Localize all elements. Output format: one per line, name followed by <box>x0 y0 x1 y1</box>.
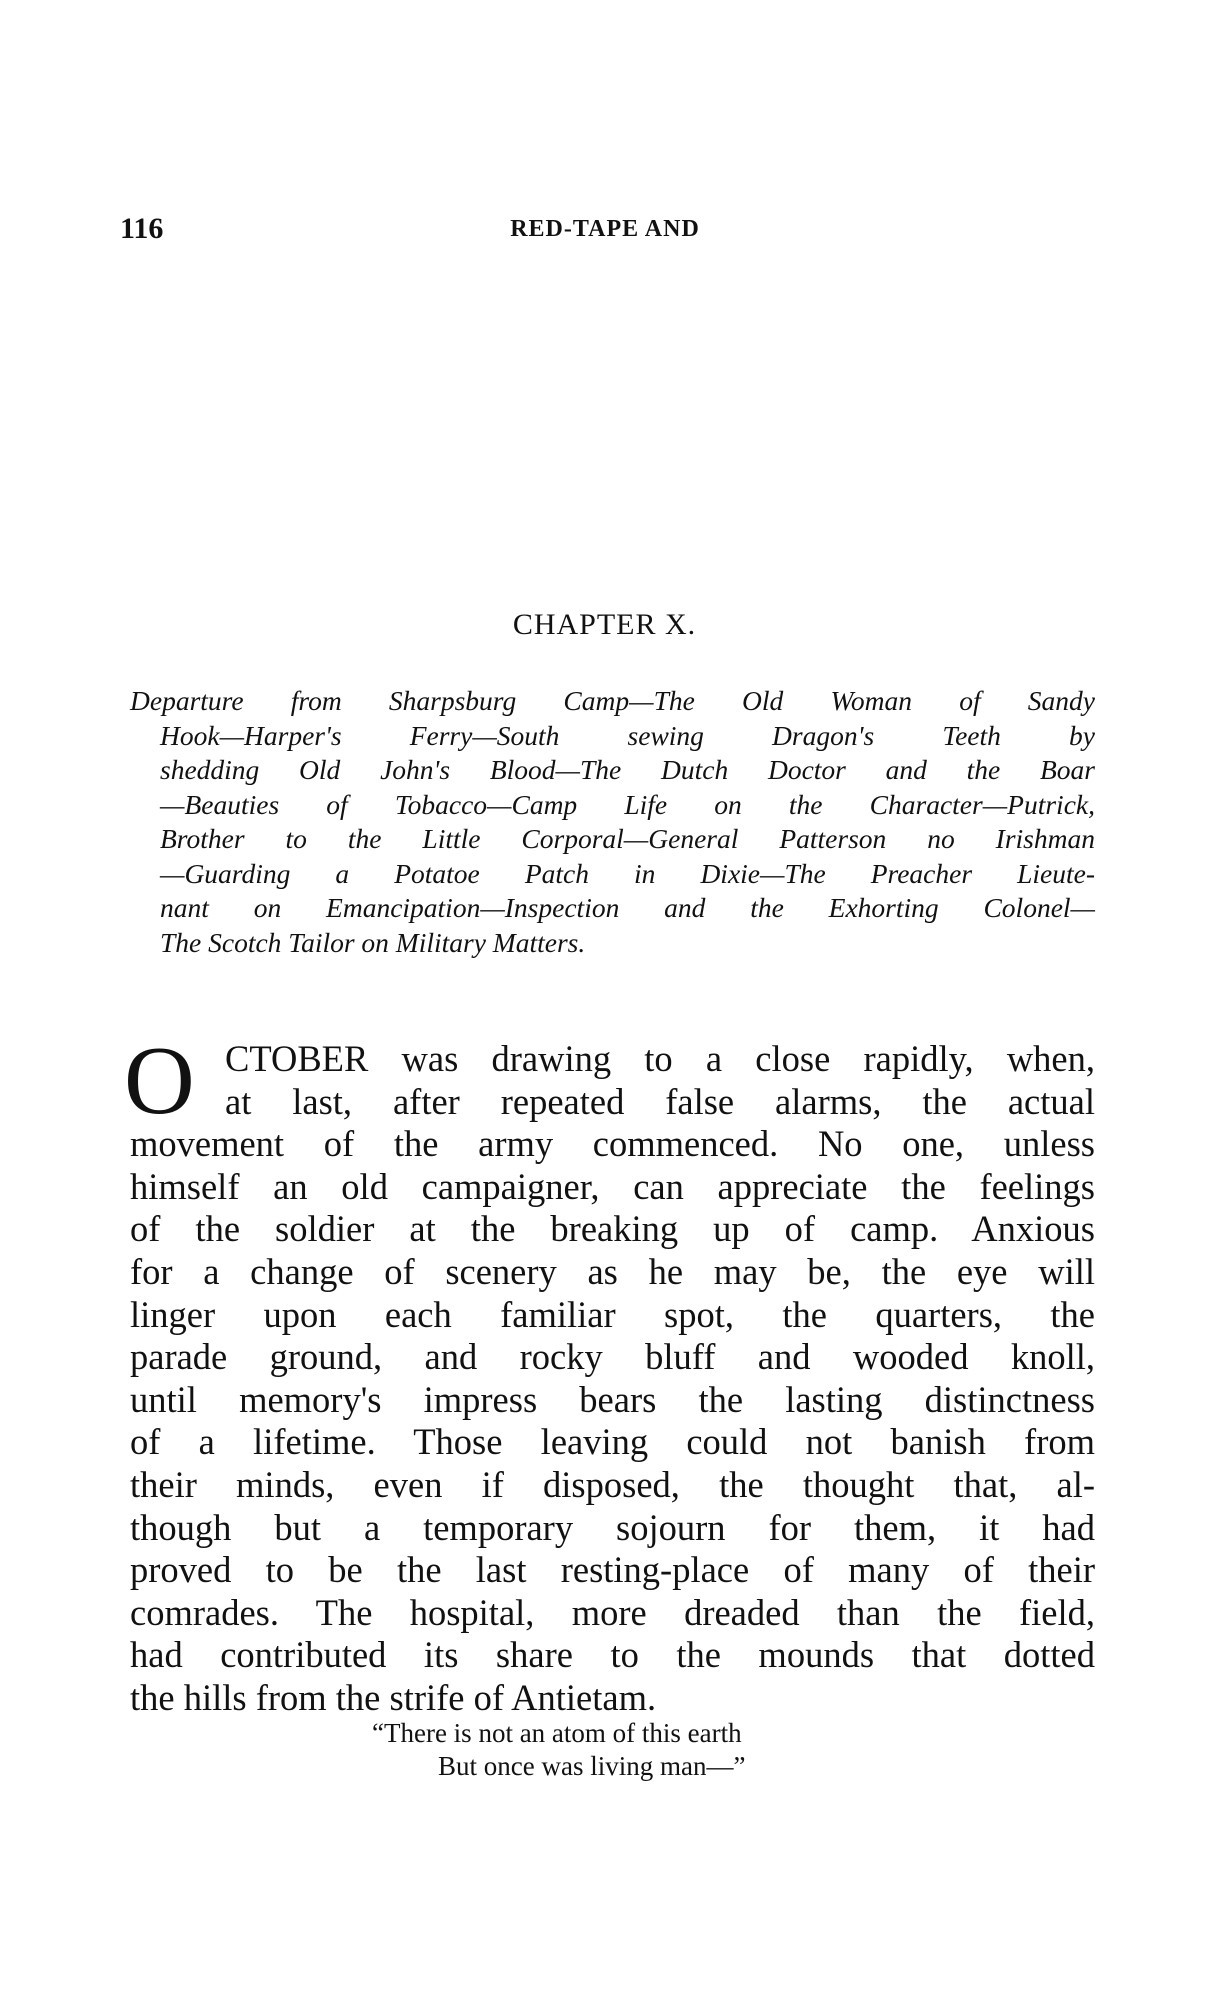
synopsis-line: Brother to the Little Corporal—General Patterson no Irishman <box>160 823 1095 854</box>
body-line: the hills from the strife of Antietam. <box>130 1676 657 1718</box>
chapter-title: CHAPTER X. <box>512 608 697 641</box>
body-line: until memory's impress bears the lasting distinctness <box>130 1378 1095 1420</box>
synopsis-line: The Scotch Tailor on Military Matters. <box>160 926 586 958</box>
body-paragraph <box>124 1027 1095 1720</box>
quote-line: “There is not an atom of this earth <box>372 1718 742 1748</box>
body-line: comrades. The hospital, more dreaded than the field, <box>130 1591 1095 1633</box>
synopsis-line: shedding Old John's Blood—The Dutch Doctor and the Boar <box>160 754 1095 785</box>
body-line: had contributed its share to the mounds that dotted <box>130 1634 1095 1676</box>
body-line: CTOBER was drawing to a close rapidly, when, <box>225 1038 1095 1079</box>
body-line: of a lifetime. Those leaving could not banish from <box>130 1421 1095 1463</box>
page-number: 116 <box>120 212 164 245</box>
body-line: though but a temporary sojourn for them, it had <box>130 1506 1095 1548</box>
body-line: for a change of scenery as he may be, the eye will <box>130 1250 1095 1292</box>
running-title: RED-TAPE AND <box>510 216 700 242</box>
synopsis-line: —Beauties of Tobacco—Camp Life on the Character—Putrick, <box>160 788 1095 820</box>
chapter-synopsis <box>130 684 1095 960</box>
drop-cap: O <box>124 1027 195 1135</box>
body-line: parade ground, and rocky bluff and wooded knoll, <box>130 1336 1095 1378</box>
synopsis-line: Hook—Harper's Ferry—South sewing Dragon's Teeth by <box>160 719 1095 751</box>
synopsis-line: Departure from Sharpsburg Camp—The Old Woman of Sandy <box>130 685 1095 716</box>
synopsis-line: —Guarding a Potatoe Patch in Dixie—The Preacher Lieute- <box>160 857 1095 889</box>
quote-line: But once was living man—” <box>438 1751 746 1781</box>
body-line: himself an old campaigner, can appreciate the feelings <box>130 1165 1095 1207</box>
body-line: proved to be the last resting-place of many of their <box>130 1549 1095 1591</box>
body-line: their minds, even if disposed, the thought that, al- <box>130 1463 1095 1505</box>
body-line: linger upon each familiar spot, the quarters, the <box>130 1293 1095 1335</box>
synopsis-line: nant on Emancipation—Inspection and the Exhorting Colonel— <box>160 892 1095 923</box>
body-line: movement of the army commenced. No one, unless <box>130 1123 1095 1165</box>
body-line: of the soldier at the breaking up of camp. Anxious <box>130 1208 1095 1250</box>
body-line: at last, after repeated false alarms, the actual <box>225 1080 1095 1122</box>
running-header <box>120 212 1090 248</box>
